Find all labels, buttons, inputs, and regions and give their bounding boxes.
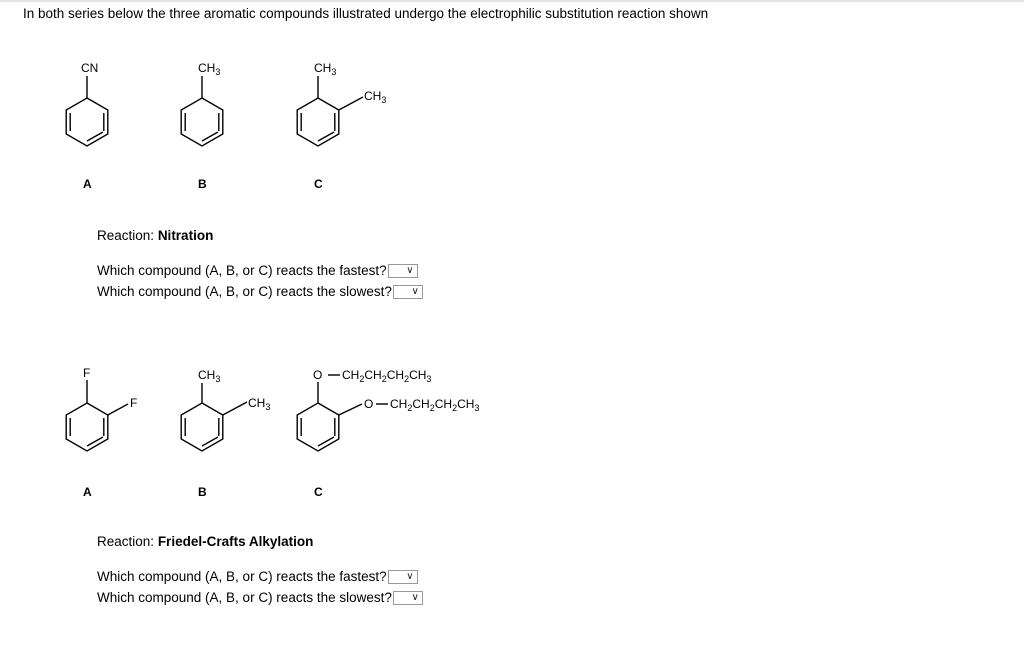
chevron-down-icon: ∨ xyxy=(411,591,419,603)
series2-a-substituent-1: F xyxy=(83,366,91,380)
series2-reaction xyxy=(97,534,313,549)
series2-label-b: B xyxy=(198,485,207,499)
series1-slowest-dropdown[interactable] xyxy=(393,285,423,299)
series2-compound-c-structure xyxy=(297,375,388,451)
series1-c-substituent-2: $CH_3$ xyxy=(364,89,387,105)
series1-label-a: A xyxy=(83,177,92,191)
series1-a-substituent: CN xyxy=(81,61,99,75)
series1-question-fastest-text: Which compound (A, B, or C) reacts the fastest? xyxy=(97,263,387,278)
series2-b-substituent-2: $CH_3$ xyxy=(248,396,271,412)
series1-reaction-label: Reaction: xyxy=(97,228,155,243)
series2-label-a: A xyxy=(83,485,92,499)
series2-compound-a-structure xyxy=(66,380,128,451)
series1-compound-a-structure xyxy=(66,76,108,146)
series1-fastest-dropdown[interactable] xyxy=(388,264,418,278)
series2-question-fastest-text: Which compound (A, B, or C) reacts the fastest? xyxy=(97,569,387,584)
series1-reaction xyxy=(97,228,213,243)
series1-compound-c-structure xyxy=(297,76,363,146)
chevron-down-icon: ∨ xyxy=(411,285,419,297)
chevron-down-icon: ∨ xyxy=(406,264,414,276)
series1-question-slowest-text: Which compound (A, B, or C) reacts the slowest? xyxy=(97,284,392,299)
series2-c-substituent-1-chain: $CH_2CH_2CH_2CH_3$ xyxy=(342,368,432,384)
series1-label-b: B xyxy=(198,177,207,191)
series1-question-fastest xyxy=(97,263,418,278)
series2-fastest-dropdown[interactable] xyxy=(388,570,418,584)
series1-b-substituent: $CH_3$ xyxy=(198,61,221,77)
series2-c-substituent-2-chain: $CH_2CH_2CH_2CH_3$ xyxy=(390,397,480,413)
series2-reaction-name: Friedel-Crafts Alkylation xyxy=(157,534,314,549)
series1-label-c: C xyxy=(314,177,323,191)
chevron-down-icon: ∨ xyxy=(406,570,414,582)
series1-c-substituent-1: $CH_3$ xyxy=(314,61,337,77)
series1-compound-b-structure xyxy=(181,76,223,146)
series2-a-substituent-2: F xyxy=(130,396,138,410)
series2-compound-b-structure xyxy=(181,383,247,451)
series1-question-slowest xyxy=(97,284,423,299)
series2-c-substituent-2: O xyxy=(364,397,374,411)
series1-reaction-name: Nitration xyxy=(157,228,214,243)
series2-c-substituent-1: O xyxy=(313,368,323,382)
intro-text: In both series below the three aromatic compounds illustrated undergo the electrophilic substitution reaction shown xyxy=(23,6,709,21)
series2-question-fastest xyxy=(97,569,418,584)
series2-question-slowest-text: Which compound (A, B, or C) reacts the slowest? xyxy=(97,590,392,605)
series2-slowest-dropdown[interactable] xyxy=(393,591,423,605)
series2-reaction-label: Reaction: xyxy=(97,534,155,549)
series2-b-substituent-1: $CH_3$ xyxy=(198,368,221,384)
series2-question-slowest xyxy=(97,590,423,605)
series2-label-c: C xyxy=(314,485,323,499)
